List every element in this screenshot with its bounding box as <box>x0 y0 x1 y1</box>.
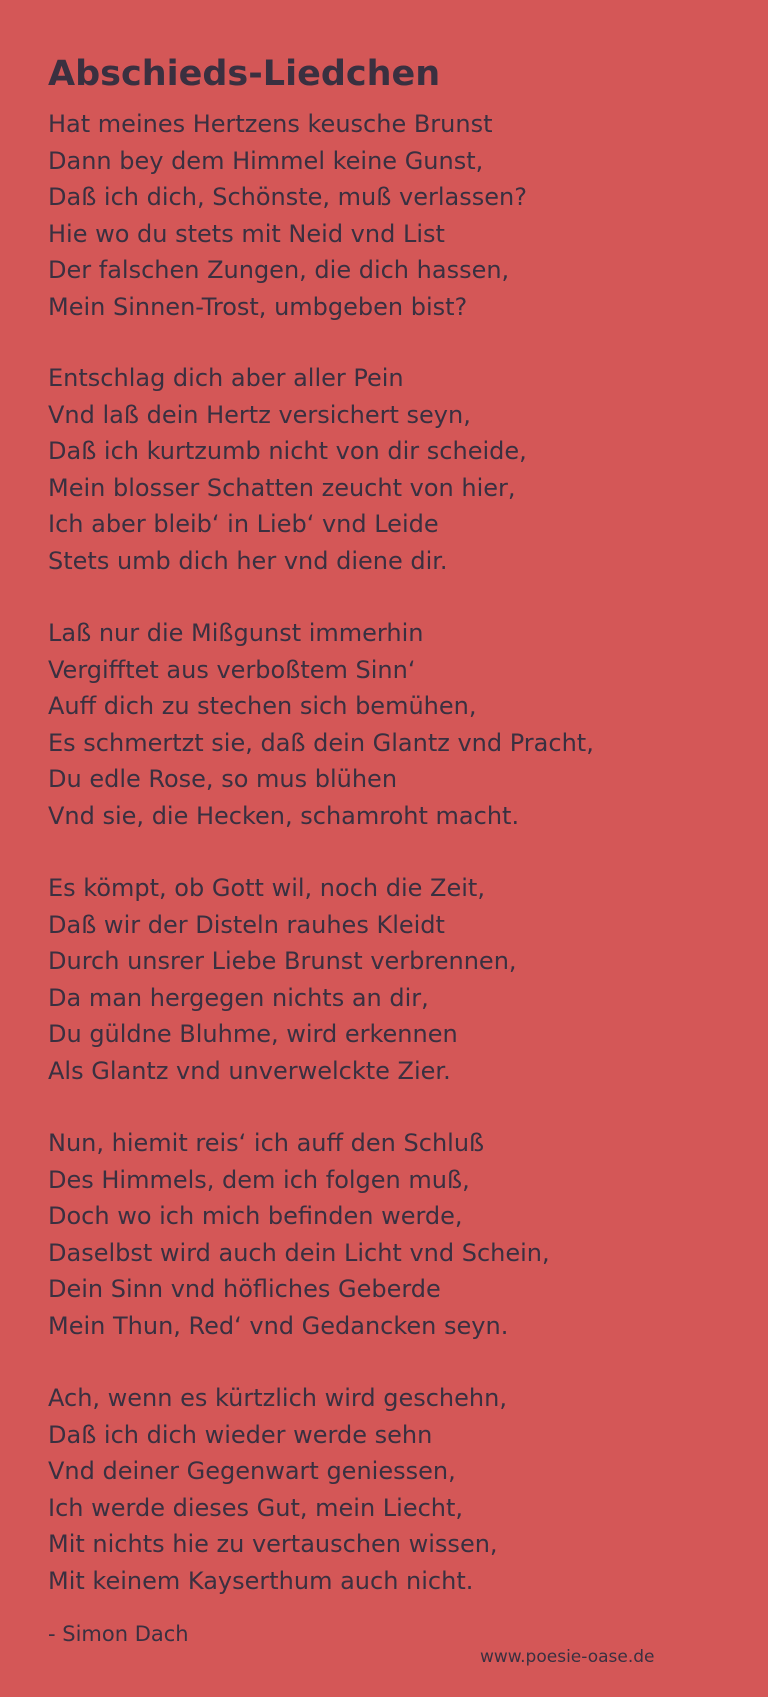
poem-line: Daß wir der Disteln rauhes Kleidt <box>48 910 445 939</box>
poem-line: Vnd laß dein Hertz versichert seyn, <box>48 400 471 429</box>
poem-line: Vergifftet aus verboßtem Sinn‘ <box>48 655 416 684</box>
stanza-2 <box>48 360 527 579</box>
poem-line: Der falschen Zungen, die dich hassen, <box>48 256 510 284</box>
poem-line: Du edle Rose, so mus blühen <box>48 765 398 793</box>
poem-line: Laß nur die Mißgunst immerhin <box>48 619 424 647</box>
poem-author: - Simon Dach <box>48 1622 189 1646</box>
poem-line: Doch wo ich mich befinden werde, <box>48 1202 463 1230</box>
poem-line: Ich aber bleib‘ in Lieb‘ vnd Leide <box>48 510 439 538</box>
poem-line: Nun, hiemit reis‘ ich auff den Schluß <box>48 1129 485 1157</box>
poem-line: Ach, wenn es kürtzlich wird geschehn, <box>48 1384 507 1412</box>
stanza-4 <box>48 870 517 1089</box>
poem-line: Daß ich dich, Schönste, muß verlassen? <box>48 183 527 211</box>
poem-line: Mein blosser Schatten zeucht von hier, <box>48 473 516 502</box>
website-credit: www.poesie-oase.de <box>480 1647 655 1667</box>
poem-line: Des Himmels, dem ich folgen muß, <box>48 1165 470 1194</box>
poem-line: Da man hergegen nichts an dir, <box>48 983 429 1012</box>
poem-line: Mit keinem Kayserthum auch nicht. <box>48 1566 474 1595</box>
poem-line: Entschlag dich aber aller Pein <box>48 364 404 392</box>
poem-line: Als Glantz vnd unverwelckte Zier. <box>48 1056 451 1085</box>
poem-line: Auff dich zu stechen sich bemühen, <box>48 692 477 720</box>
poem-line: Vnd deiner Gegenwart geniessen, <box>48 1457 456 1485</box>
poem-line: Dein Sinn vnd höfliches Geberde <box>48 1275 441 1303</box>
poem-line: Ich werde dieses Gut, mein Liecht, <box>48 1493 464 1522</box>
poem-title: Abschieds-Liedchen <box>48 54 441 94</box>
poem-line: Es schmertzt sie, daß dein Glantz vnd Pracht, <box>48 728 594 757</box>
stanza-6 <box>48 1380 507 1599</box>
poem-line: Daß ich dich wieder werde sehn <box>48 1420 433 1449</box>
poem-line: Mein Sinnen-Trost, umbgeben bist? <box>48 292 468 321</box>
poem-line: Vnd sie, die Hecken, schamroht macht. <box>48 801 520 830</box>
poem-line: Hie wo du stets mit Neid vnd List <box>48 219 445 248</box>
poem-line: Hat meines Hertzens keusche Brunst <box>48 110 493 138</box>
poem-line: Daß ich kurtzumb nicht von dir scheide, <box>48 437 527 465</box>
poem-line: Dann bey dem Himmel keine Gunst, <box>48 146 484 175</box>
poem-line: Durch unsrer Liebe Brunst verbrennen, <box>48 947 517 975</box>
stanza-5 <box>48 1125 550 1344</box>
poem-line: Du güldne Bluhme, wird erkennen <box>48 1020 458 1048</box>
poem-line: Daselbst wird auch dein Licht vnd Schein, <box>48 1238 550 1267</box>
poem-line: Es kömpt, ob Gott wil, noch die Zeit, <box>48 874 485 902</box>
stanza-1 <box>48 106 527 325</box>
poem-line: Stets umb dich her vnd diene dir. <box>48 546 448 575</box>
poem-line: Mit nichts hie zu vertauschen wissen, <box>48 1530 498 1558</box>
poem-line: Mein Thun, Red‘ vnd Gedancken seyn. <box>48 1311 509 1340</box>
stanza-3 <box>48 615 594 834</box>
